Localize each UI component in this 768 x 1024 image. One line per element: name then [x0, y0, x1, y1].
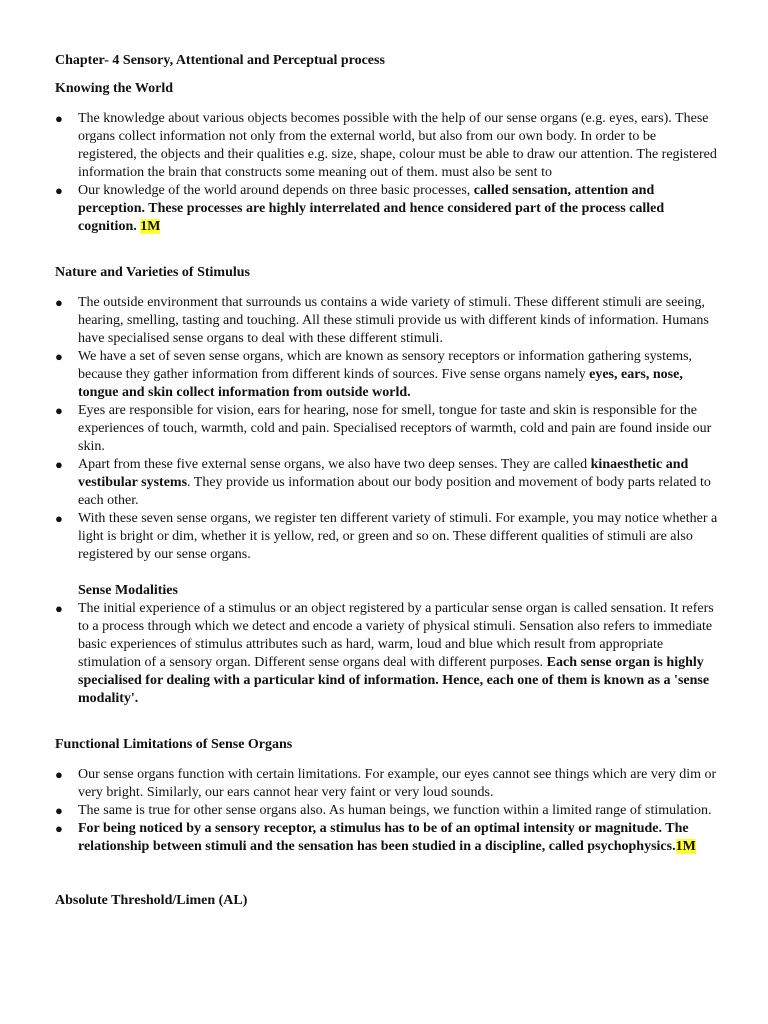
bullet-icon: ●: [55, 295, 63, 310]
paragraph-text: The outside environment that surrounds us contains a wide variety of stimuli. These different stimuli are seeing, hearing, smelling, tasting and touching. All these stimuli provide us with different kinds of information. Humans have specialised sense organs to deal with these different stimuli.: [78, 295, 709, 346]
list-item: [55, 182, 718, 236]
bullet-icon: ●: [55, 111, 63, 126]
bullet-icon: ●: [55, 767, 63, 782]
paragraph-text: Our knowledge of the world around depends on three basic processes,: [78, 183, 474, 198]
paragraph-text: Our sense organs function with certain limitations. For example, our eyes cannot see things which are very dim or very bright. Similarly, our ears cannot hear very faint or very loud sounds.: [78, 767, 717, 800]
list-item: [55, 294, 718, 348]
paragraph-text: The same is true for other sense organs also. As human beings, we function within a limited range of stimulation.: [78, 803, 712, 818]
bullet-icon: ●: [55, 349, 63, 364]
bold-text: For being noticed by a sensory receptor, a stimulus has to be of an optimal intensity or magnitude. The relationship between stimuli and the sensation has been studied in a discipline, called psychophysics.: [78, 821, 689, 854]
subsection-title-sense-modalities: Sense Modalities: [78, 583, 178, 598]
list-item: [55, 802, 718, 820]
bullet-icon: ●: [55, 601, 63, 616]
bullet-list-nature-of-stimulus: [55, 294, 718, 564]
paragraph-text: Eyes are responsible for vision, ears for hearing, nose for smell, tongue for taste and skin is responsible for the experiences of touch, warmth, cold and pain. Specialised receptors of warmth, cold and pain are found inside our skin.: [78, 403, 712, 454]
bullet-icon: ●: [55, 183, 63, 198]
section-title-knowing-the-world: Knowing the World: [55, 81, 173, 96]
list-item: [55, 110, 718, 182]
list-item: [55, 348, 718, 402]
marks-badge: 1M: [140, 219, 161, 234]
list-item: [55, 456, 718, 510]
bullet-list-functional-limitations: [55, 766, 718, 856]
bullet-list-sense-modalities: [55, 600, 718, 708]
bold-text: called sensation, attention and perception. These processes are highly interrelated and hence considered part of the process called cognition.: [78, 183, 665, 234]
bold-text: Each sense organ is highly specialised for dealing with a particular kind of information. Hence, each one of them is known as a 'sense modality'.: [78, 655, 710, 706]
bullet-icon: ●: [55, 803, 63, 818]
bullet-list-knowing-the-world: [55, 110, 718, 236]
list-item: [55, 402, 718, 456]
bold-text: eyes, ears, nose, tongue and skin collect information from outside world.: [78, 367, 683, 400]
chapter-title: Chapter- 4 Sensory, Attentional and Perceptual process: [55, 53, 385, 68]
bullet-icon: ●: [55, 821, 63, 836]
paragraph-text: The initial experience of a stimulus or an object registered by a particular sense organ is called sensation. It refers to a process through which we detect and encode a variety of physical stimuli. Sensation also refers to immediate basic experiences of stimulus attributes such as hard, warm, loud and blue which result from appropriate stimulation of a sensory organ. Different sense organs deal with different purposes.: [78, 601, 714, 670]
section-title-functional-limitations: Functional Limitations of Sense Organs: [55, 737, 293, 752]
section-title-nature-of-stimulus: Nature and Varieties of Stimulus: [55, 265, 250, 280]
marks-badge: 1M: [675, 839, 696, 854]
paragraph-text: We have a set of seven sense organs, which are known as sensory receptors or information gathering systems, because they gather information from different kinds of sources. Five sense organs namely: [78, 349, 693, 382]
paragraph-text: . They provide us information about our body position and movement of body parts related to each other.: [78, 475, 711, 508]
list-item: [55, 510, 718, 564]
bullet-icon: ●: [55, 403, 63, 418]
paragraph-text: With these seven sense organs, we register ten different variety of stimuli. For example, you may notice whether a light is bright or dim, whether it is yellow, red, or green and so on. These different qualities of stimuli are also registered by our sense organs.: [78, 511, 718, 562]
paragraph-text: Apart from these five external sense organs, we also have two deep senses. They are called: [78, 457, 591, 472]
paragraph-text: The knowledge about various objects becomes possible with the help of our sense organs (e.g. eyes, ears). These organs collect information not only from the external world, but also from our own body. In order to be registered, the objects and their qualities e.g. size, shape, colour must be able to draw our attention. The registered information the brain that constructs some meaning out of them. must also be sent to: [78, 111, 717, 180]
list-item: [55, 766, 718, 802]
bold-text: kinaesthetic and vestibular systems: [78, 457, 689, 490]
section-title-absolute-threshold: Absolute Threshold/Limen (AL): [55, 893, 248, 908]
bullet-icon: ●: [55, 511, 63, 526]
list-item: [55, 600, 718, 708]
bullet-icon: ●: [55, 457, 63, 472]
list-item: [55, 820, 718, 856]
